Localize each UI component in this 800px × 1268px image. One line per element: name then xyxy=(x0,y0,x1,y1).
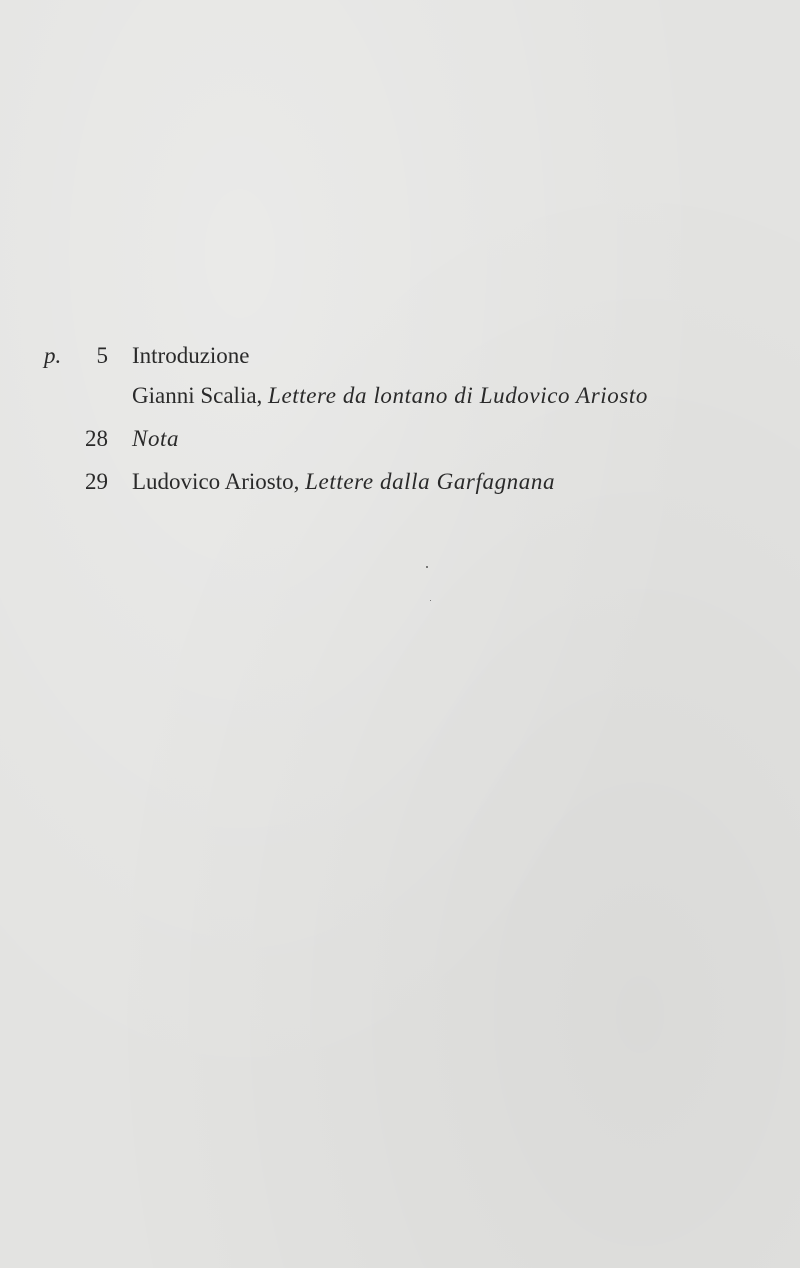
table-of-contents xyxy=(0,336,800,502)
entry-author: Ludovico Ariosto, xyxy=(132,469,300,494)
paper-speck xyxy=(430,600,431,601)
page-prefix: p. xyxy=(44,343,62,368)
toc-entry-lettere-garfagnana xyxy=(0,462,800,502)
page-number: 28 xyxy=(85,426,108,451)
page-number: 5 xyxy=(96,343,108,368)
toc-entry-nota xyxy=(0,419,800,459)
entry-italic-title: Nota xyxy=(132,426,180,451)
entry-italic-title: Lettere dalla Garfagnana xyxy=(305,469,556,494)
toc-entry-introduzione xyxy=(0,336,800,376)
toc-entry-scalia xyxy=(0,376,800,416)
entry-title: Introduzione xyxy=(132,343,250,368)
entry-title xyxy=(132,376,648,416)
entry-title xyxy=(132,462,555,502)
paper-speck xyxy=(426,566,428,568)
page-number: 29 xyxy=(85,469,108,494)
entry-author: Gianni Scalia, xyxy=(132,383,263,408)
entry-italic-title: Lettere da lontano di Ludovico Ariosto xyxy=(268,383,648,408)
